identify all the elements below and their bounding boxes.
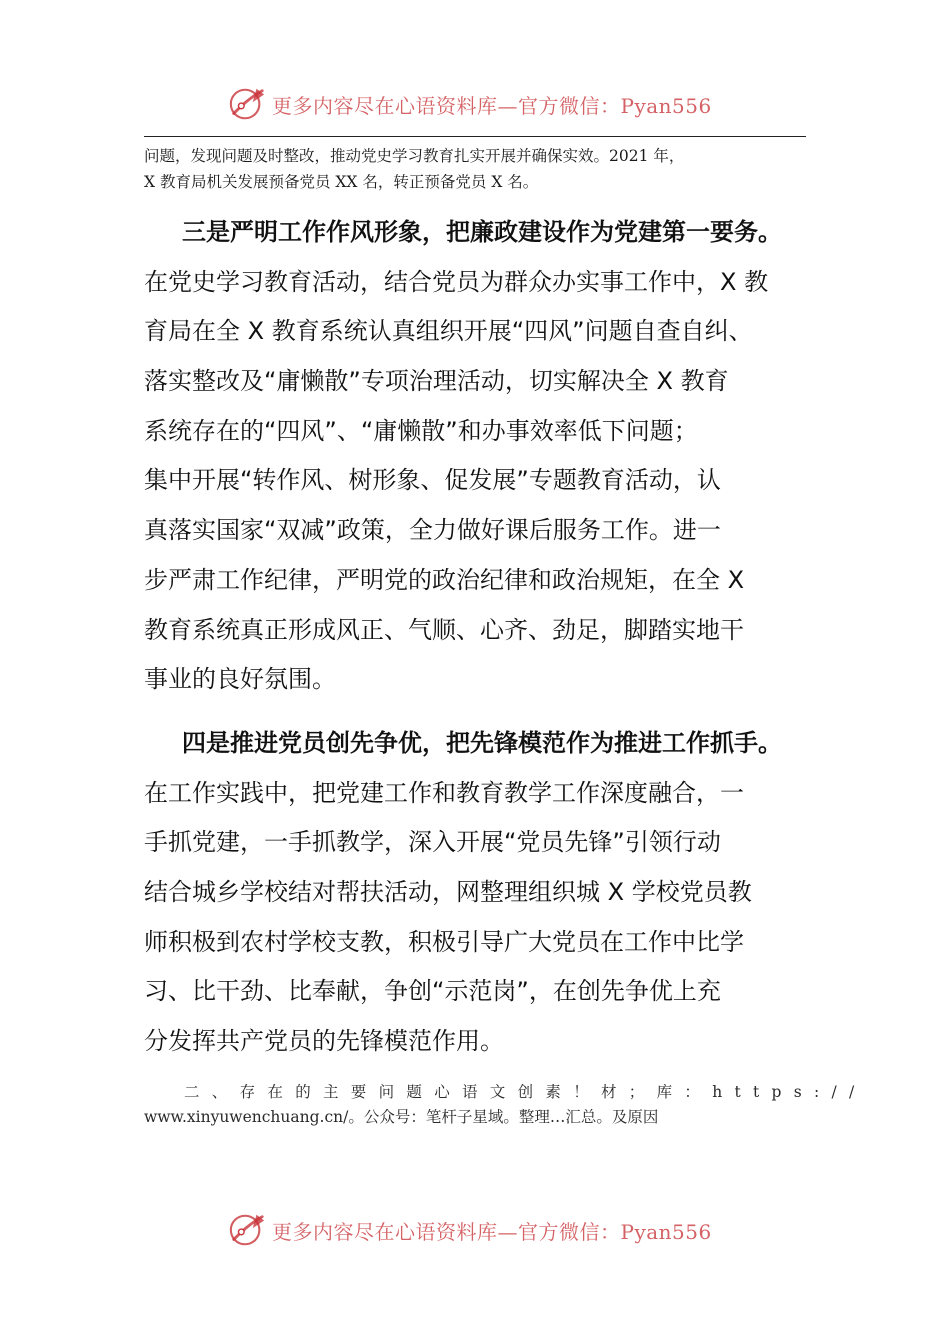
pen-nib-logo-icon bbox=[228, 85, 266, 123]
pen-nib-logo-icon bbox=[228, 1211, 266, 1249]
header-rule bbox=[144, 136, 806, 137]
paragraph-line: 真落实国家“双减”政策，全力做好课后服务工作。进一 bbox=[144, 516, 721, 545]
section-three bbox=[144, 208, 844, 705]
paragraph-line: 落实整改及“庸懒散”专项治理活动，切实解决全 X 教育 bbox=[144, 367, 729, 396]
paragraph-line: 分发挥共产党员的先锋模范作用。 bbox=[144, 1027, 504, 1056]
intro-line-2: X 教育局机关发展预备党员 XX 名，转正预备党员 X 名。 bbox=[144, 173, 539, 191]
banner-wechat: 官方微信：Pyan556 bbox=[518, 93, 712, 118]
paragraph-line: 教育系统真正形成风正、气顺、心齐、劲足，脚踏实地干 bbox=[144, 615, 744, 644]
paragraph-line: 手抓党建，一手抓教学，深入开展“党员先锋”引领行动 bbox=[144, 828, 721, 857]
footer-line-2: www.xinyuwenchuang.cn/。公众号：笔杆子星域。整理…汇总。及原因 bbox=[144, 1108, 659, 1126]
paragraph-line: 在党史学习教育活动，结合党员为群众办实事工作中，X 教 bbox=[144, 267, 769, 296]
section-three-heading: 三是严明工作作风形象，把廉政建设作为党建第一要务。 bbox=[182, 218, 782, 246]
banner-text bbox=[272, 90, 712, 119]
section-four-heading: 四是推进党员创先争优，把先锋模范作为推进工作抓手。 bbox=[182, 729, 782, 757]
banner-title: 更多内容尽在心语资料库— bbox=[272, 1219, 518, 1244]
banner-title: 更多内容尽在心语资料库— bbox=[272, 93, 518, 118]
section-four bbox=[144, 719, 844, 1067]
paragraph-line: 系统存在的“四风”、“庸懒散”和办事效率低下问题； bbox=[144, 416, 698, 445]
paragraph-line: 事业的良好氛围。 bbox=[144, 665, 336, 694]
footer-line-1: 二、存在的主要问题心语文创素！材；库：https:// bbox=[184, 1083, 867, 1101]
paragraph-line: 师积极到农村学校支教，积极引导广大党员在工作中比学 bbox=[144, 927, 744, 956]
banner-text bbox=[272, 1216, 712, 1245]
intro-line-1: 问题，发现问题及时整改，推动党史学习教育扎实开展并确保实效。2021 年， bbox=[144, 147, 685, 165]
paragraph-line: 习、比干劲、比奉献，争创“示范岗”，在创先争优上充 bbox=[144, 977, 721, 1006]
paragraph-line: 步严肃工作纪律，严明党的政治纪律和政治规矩，在全 X bbox=[144, 565, 745, 594]
paragraph-line: 在工作实践中，把党建工作和教育教学工作深度融合，一 bbox=[144, 778, 744, 807]
banner-wechat: 官方微信：Pyan556 bbox=[518, 1219, 712, 1244]
paragraph-line: 集中开展“转作风、树形象、促发展”专题教育活动，认 bbox=[144, 466, 721, 495]
header-banner bbox=[0, 82, 950, 126]
paragraph-line: 育局在全 X 教育系统认真组织开展“四风”问题自查自纠、 bbox=[144, 317, 753, 346]
paragraph-line: 结合城乡学校结对帮扶活动，网整理组织城 X 学校党员教 bbox=[144, 878, 752, 907]
footer-banner bbox=[0, 1208, 950, 1252]
